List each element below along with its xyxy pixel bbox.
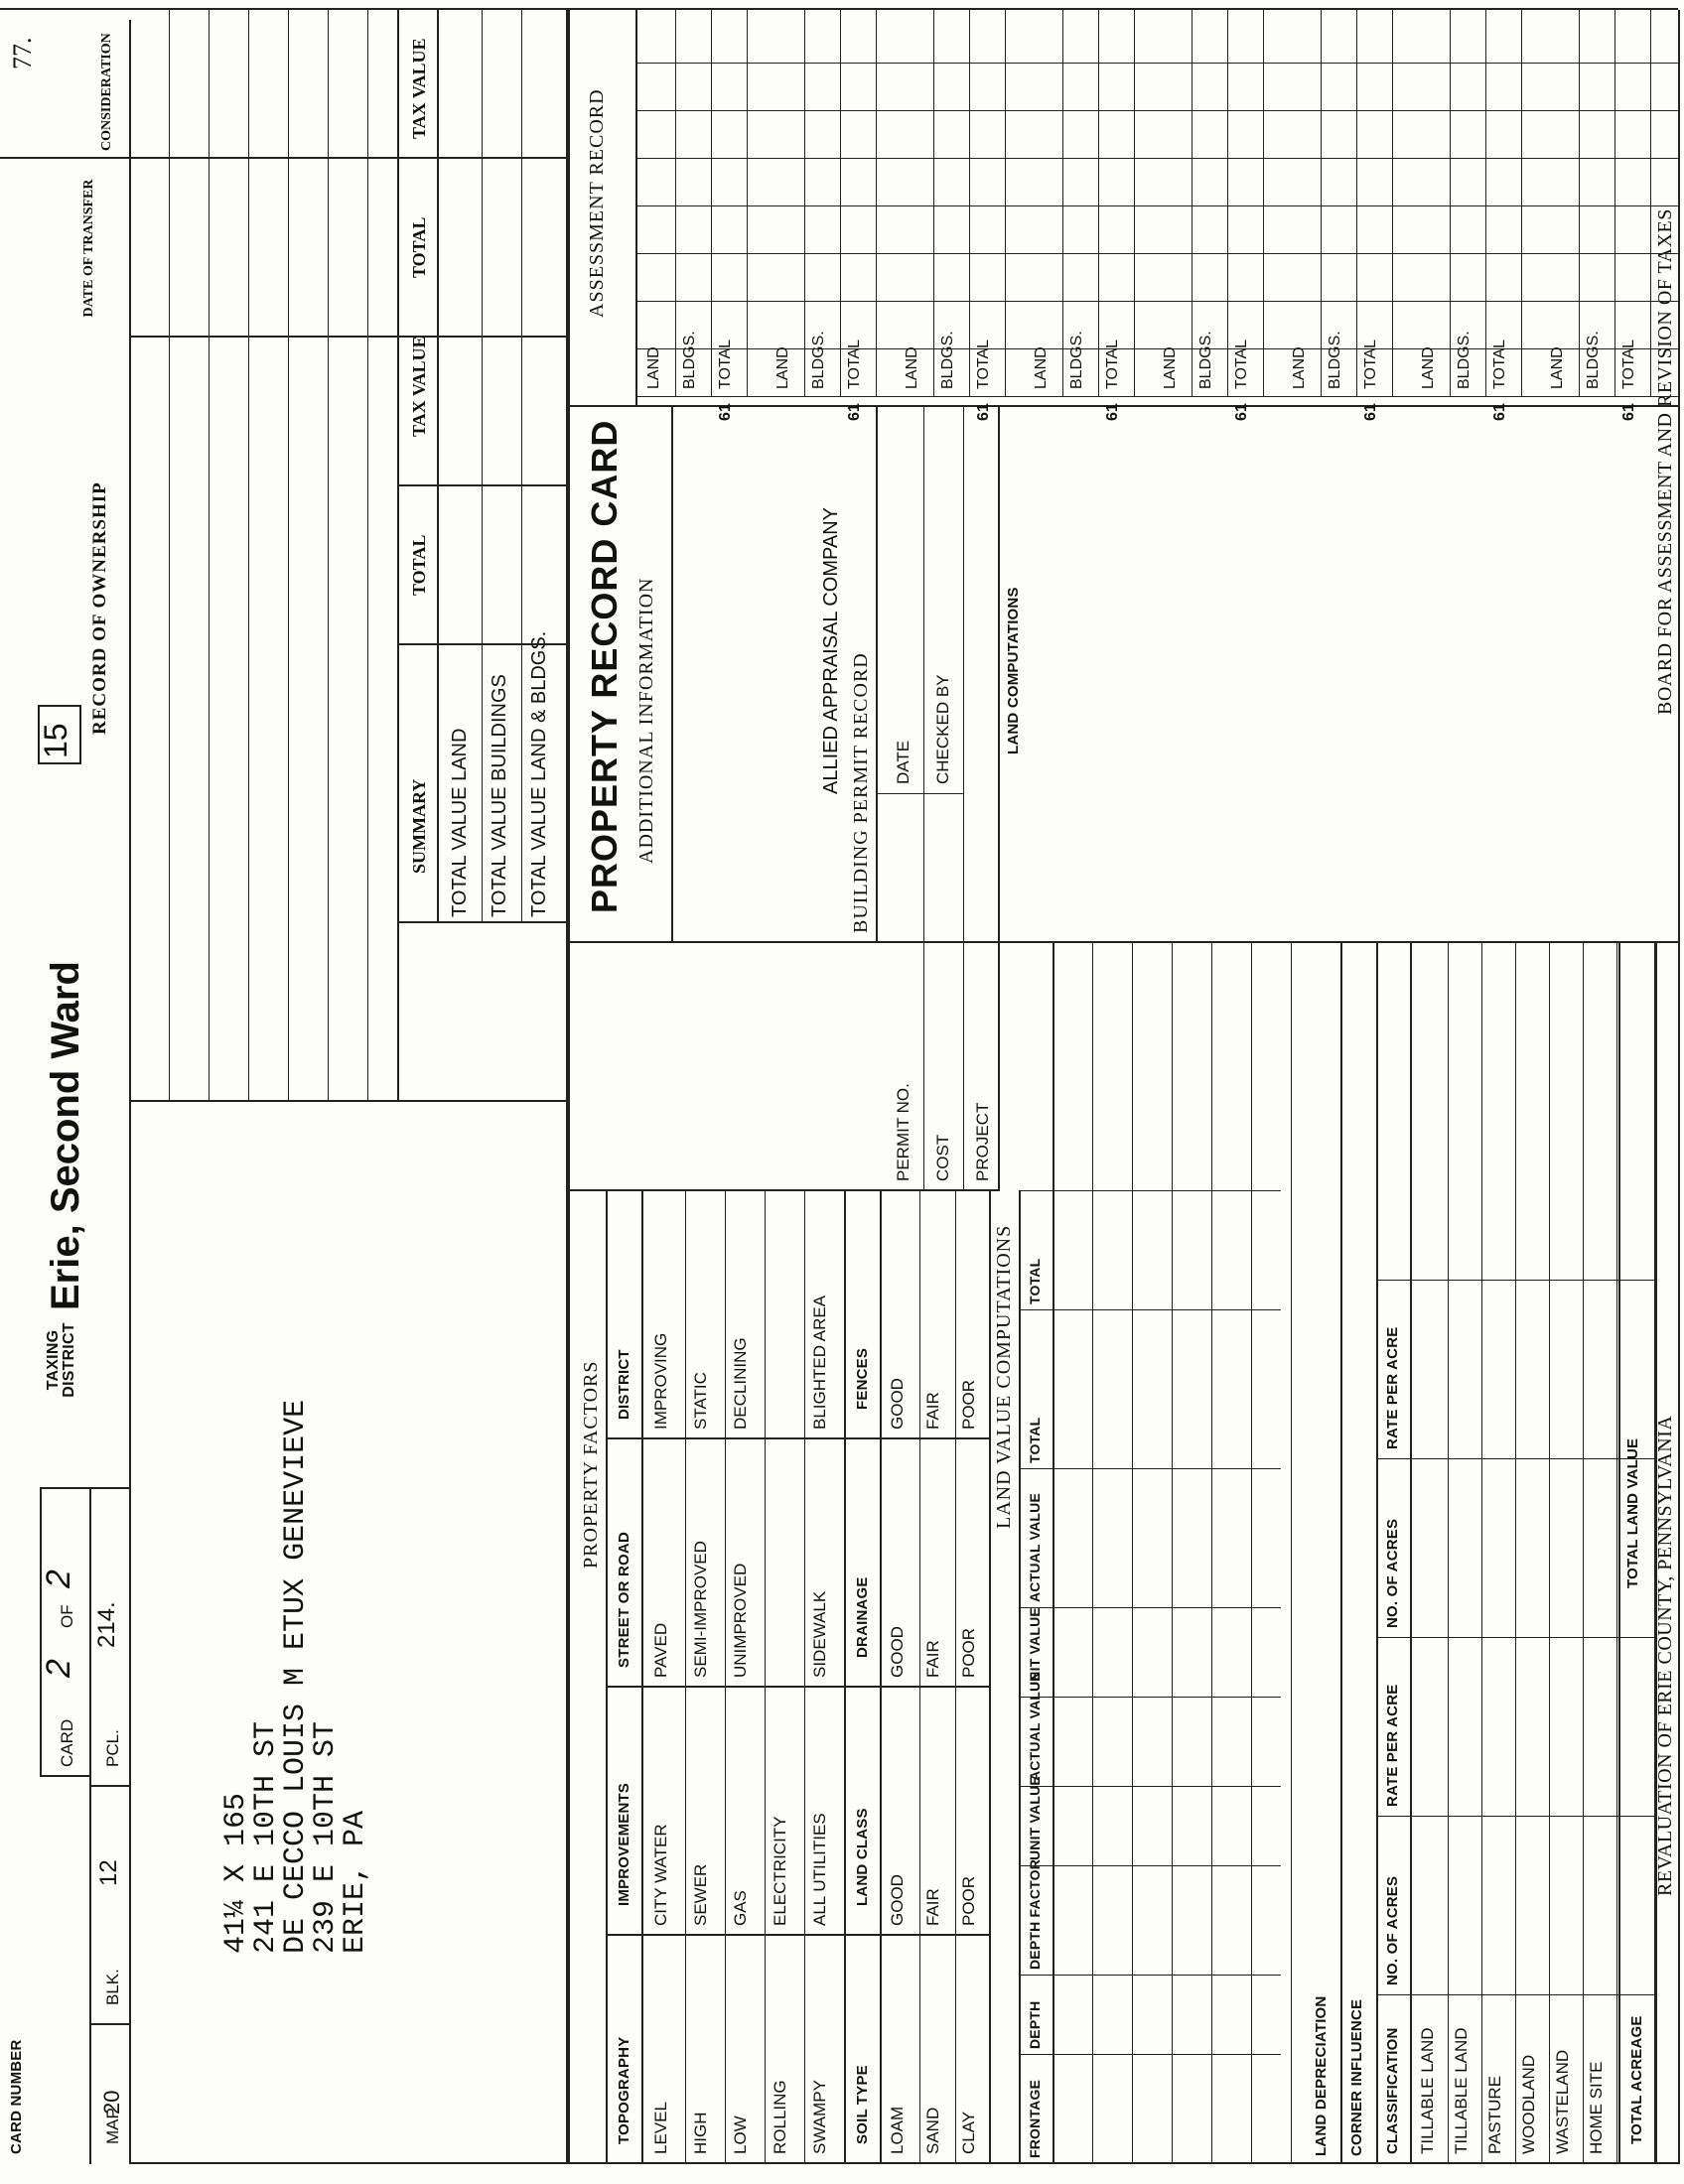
assess-bldgs-6: BLDGS. xyxy=(1456,331,1473,389)
pf-improvements-2: GAS xyxy=(731,1890,750,1926)
summary-total-header: TOTAL xyxy=(409,534,429,596)
pf-topography-0: LEVEL xyxy=(651,2102,670,2154)
assessment-title: ASSESSMENT RECORD xyxy=(586,88,608,318)
additional-info-label: ADDITIONAL INFORMATION xyxy=(635,577,657,864)
map-label: MAP xyxy=(103,2108,122,2144)
cls-rule xyxy=(1515,943,1516,2164)
date-of-transfer: DATE OF TRANSFER xyxy=(81,179,96,318)
owner-line-1: 41¼ X 165 xyxy=(219,1792,253,1954)
assess-total-2: TOTAL xyxy=(975,339,992,389)
pf-rule xyxy=(765,1191,766,2164)
header-improvements: IMPROVEMENTS xyxy=(616,1782,632,1906)
assess-bldgs-2: BLDGS. xyxy=(939,331,956,389)
assess-total-1: TOTAL xyxy=(846,339,863,389)
assess-land-3: LAND xyxy=(1033,346,1050,389)
owner-line-2: 241 E 10TH ST xyxy=(249,1720,283,1954)
assess-rule xyxy=(1650,10,1651,397)
pf-improvements-1: SEWER xyxy=(691,1863,710,1926)
header-fences: FENCES xyxy=(854,1347,871,1410)
lv-rule xyxy=(1172,943,1173,2164)
pf-district-2: DECLINING xyxy=(731,1337,750,1430)
assess-land-5: LAND xyxy=(1291,346,1308,389)
pf-soil-2: CLAY xyxy=(959,2111,978,2154)
assess-land-6: LAND xyxy=(1420,346,1437,389)
header-land-class: LAND CLASS xyxy=(854,1808,871,1906)
summary-total-header-2: TOTAL xyxy=(409,216,429,278)
permit-cost-label: COST xyxy=(933,1134,952,1181)
lv-header-2: DEPTH FACTOR xyxy=(1027,1858,1043,1970)
assess-rule xyxy=(1321,10,1322,397)
total-land-value-label: TOTAL LAND VALUE xyxy=(1624,1437,1641,1588)
assess-year-5: 61 xyxy=(1362,403,1379,421)
summary-row-land: TOTAL VALUE LAND xyxy=(449,728,471,917)
pf-street-0: PAVED xyxy=(651,1622,670,1678)
footer-left: REVALUATION OF ERIE COUNTY, PENNSYLVANIA xyxy=(1654,1415,1676,1896)
cls-rule xyxy=(1583,943,1584,2164)
assess-rule xyxy=(1356,10,1357,397)
lv-vline xyxy=(1019,1309,1281,1310)
pf-topography-3: ROLLING xyxy=(771,2080,789,2154)
assess-rule xyxy=(933,10,934,397)
assess-bldgs-0: BLDGS. xyxy=(681,331,698,389)
lv-vline xyxy=(1019,1190,1281,1191)
assess-total-6: TOTAL xyxy=(1491,339,1508,389)
assess-year-3: 61 xyxy=(1104,403,1121,421)
header-topography: TOPOGRAPHY xyxy=(616,2036,632,2144)
lv-vline xyxy=(1052,941,1654,943)
assess-rule xyxy=(1098,10,1099,397)
permit-no-label: PERMIT NO. xyxy=(894,1083,912,1181)
cls-rule xyxy=(1616,943,1617,2164)
pf-improvements-3: ELECTRICITY xyxy=(771,1816,789,1926)
pf-improvements-4: ALL UTILITIES xyxy=(810,1813,829,1926)
total-acreage-label: TOTAL ACREAGE xyxy=(1628,2015,1645,2144)
pf-rule xyxy=(919,1191,920,2164)
pf-street-1: SEMI-IMPROVED xyxy=(691,1541,710,1678)
assess-rule xyxy=(1134,10,1135,397)
pf-district-4: BLIGHTED AREA xyxy=(810,1295,829,1430)
header-district: DISTRICT xyxy=(616,1349,632,1420)
cls-header-3: NO. OF ACRES xyxy=(1384,1518,1401,1628)
assess-rule xyxy=(711,10,712,397)
pf-rule xyxy=(804,1191,805,2164)
property-factors-title: PROPERTY FACTORS xyxy=(580,1360,602,1569)
assess-rule xyxy=(1450,10,1451,397)
summary-row-land-bldgs: TOTAL VALUE LAND & BLDGS. xyxy=(528,630,550,917)
lv-vline xyxy=(1019,1697,1281,1698)
summary-tax-value-header-2: TAX VALUE xyxy=(409,38,429,139)
pf-drainage-1: FAIR xyxy=(923,1640,942,1678)
assess-bldgs-7: BLDGS. xyxy=(1585,331,1602,389)
lv-header-0: FRONTAGE xyxy=(1027,2079,1043,2158)
cls-row-2: PASTURE xyxy=(1485,2075,1504,2154)
lv-vline xyxy=(1019,1607,1281,1608)
cls-row-0: TILLABLE LAND xyxy=(1418,2027,1437,2154)
cls-row-5: HOME SITE xyxy=(1587,2061,1606,2154)
summary-tax-value-header: TAX VALUE xyxy=(409,336,429,437)
pf-district-0: IMPROVING xyxy=(651,1332,670,1430)
lv-header-5: UNIT VALUE xyxy=(1027,1607,1043,1692)
owner-line-4: 239 E 10TH ST xyxy=(309,1720,343,1954)
assess-rule xyxy=(1485,10,1486,397)
card-label: CARD xyxy=(58,1718,76,1767)
assess-bldgs-5: BLDGS. xyxy=(1327,331,1343,389)
assess-total-7: TOTAL xyxy=(1620,339,1637,389)
pf-street-2: UNIMPROVED xyxy=(731,1563,750,1678)
blk-label: BLK. xyxy=(103,1969,122,2005)
assess-land-0: LAND xyxy=(645,346,662,389)
lv-rule xyxy=(1092,943,1093,2164)
lv-header-3: UNIT VALUE xyxy=(1027,1776,1043,1860)
consideration: CONSIDERATION xyxy=(99,33,114,151)
lv-header-7: TOTAL xyxy=(1027,1417,1043,1463)
card-number-label: CARD NUMBER xyxy=(8,2039,25,2154)
cls-rule xyxy=(1549,943,1550,2164)
pf-land_class-1: FAIR xyxy=(923,1888,942,1926)
pf-fences-0: GOOD xyxy=(888,1378,907,1430)
assess-rule xyxy=(1005,10,1006,397)
cls-header-1: NO. OF ACRES xyxy=(1384,1875,1401,1985)
assess-rule xyxy=(675,10,676,397)
lv-header-1: DEPTH xyxy=(1027,2000,1043,2049)
land-depreciation-label: LAND DEPRECIATION xyxy=(1313,1995,1330,2156)
assess-rule xyxy=(1227,10,1228,397)
cls-row-3: WOODLAND xyxy=(1519,2054,1538,2154)
building-permit-title: BUILDING PERMIT RECORD xyxy=(850,652,872,933)
assess-land-4: LAND xyxy=(1162,346,1179,389)
appraisal-company: ALLIED APPRAISAL COMPANY xyxy=(820,507,842,794)
assess-total-4: TOTAL xyxy=(1233,339,1250,389)
map-value: 20 xyxy=(99,2090,124,2115)
cls-row-4: WASTELAND xyxy=(1553,2049,1572,2154)
assess-land-1: LAND xyxy=(774,346,791,389)
assess-rule xyxy=(747,10,748,397)
header-soil: SOIL TYPE xyxy=(854,2065,871,2144)
assess-rule xyxy=(1062,10,1063,397)
taxing-district-value: Erie, Second Ward xyxy=(44,961,87,1310)
pf-vline xyxy=(844,1437,989,1439)
corner-influence-label: CORNER INFLUENCE xyxy=(1348,1998,1365,2156)
page-number: 77. xyxy=(8,37,37,69)
pf-drainage-0: GOOD xyxy=(888,1626,907,1678)
of-value: 2 xyxy=(40,1570,77,1588)
cls-rule xyxy=(1481,943,1482,2164)
cls-rule xyxy=(1448,943,1449,2164)
assess-rule xyxy=(1392,10,1393,397)
pf-improvements-0: CITY WATER xyxy=(651,1824,670,1926)
lv-vline xyxy=(1019,1865,1281,1866)
lv-header-4: ACTUAL VALUE xyxy=(1027,1672,1043,1781)
assess-rule xyxy=(1579,10,1580,397)
cls-row-1: TILLABLE LAND xyxy=(1452,2027,1471,2154)
lv-vline xyxy=(1019,1975,1281,1976)
assess-rule xyxy=(804,10,805,397)
taxing-district-label: TAXING DISTRICT xyxy=(45,1322,77,1398)
cls-header-2: RATE PER ACRE xyxy=(1384,1684,1401,1807)
pf-land_class-0: GOOD xyxy=(888,1874,907,1926)
lv-vline xyxy=(1019,1786,1281,1787)
ownership-title: RECORD OF OWNERSHIP xyxy=(89,481,110,735)
permit-checked-by-label: CHECKED BY xyxy=(933,674,952,784)
pf-vline xyxy=(844,1686,989,1688)
blk-value: 12 xyxy=(95,1859,122,1886)
cls-header-4: RATE PER ACRE xyxy=(1384,1326,1401,1449)
lv-rule xyxy=(1291,943,1292,2164)
assess-rule xyxy=(1521,10,1522,397)
assess-bldgs-1: BLDGS. xyxy=(810,331,827,389)
assess-year-6: 61 xyxy=(1491,403,1508,421)
assess-year-4: 61 xyxy=(1233,403,1250,421)
boxed-number: 15 xyxy=(38,723,73,758)
pf-topography-2: LOW xyxy=(731,2116,750,2154)
assess-rule xyxy=(1192,10,1193,397)
lv-vline xyxy=(1019,1468,1281,1469)
permit-project-label: PROJECT xyxy=(973,1102,992,1181)
pf-vline xyxy=(844,1934,989,1936)
assess-total-3: TOTAL xyxy=(1104,339,1121,389)
footer-right: BOARD FOR ASSESSMENT AND REVISION OF TAXES xyxy=(1654,208,1676,715)
assess-total-0: TOTAL xyxy=(717,339,734,389)
land-computations-label: LAND COMPUTATIONS xyxy=(1005,587,1022,754)
lv-header-8: TOTAL xyxy=(1027,1258,1043,1304)
lv-rule xyxy=(1251,943,1252,2164)
lv-header-6: ACTUAL VALUE xyxy=(1027,1493,1043,1602)
pf-soil-0: LOAM xyxy=(888,2106,907,2154)
pf-topography-4: SWAMPY xyxy=(810,2080,829,2154)
cls-header-0: CLASSIFICATION xyxy=(1384,2027,1401,2154)
land-value-title: LAND VALUE COMPUTATIONS xyxy=(993,1224,1015,1529)
assess-land-2: LAND xyxy=(904,346,920,389)
assess-rule xyxy=(969,10,970,397)
owner-line-3: DE CECCO LOUIS M ETUX GENEVIEVE xyxy=(279,1399,313,1954)
of-label: OF xyxy=(58,1604,76,1628)
pf-street-4: SIDEWALK xyxy=(810,1590,829,1678)
assess-year-2: 61 xyxy=(975,403,992,421)
assess-year-7: 61 xyxy=(1620,403,1637,421)
pf-rule xyxy=(685,1191,686,2164)
assess-bldgs-4: BLDGS. xyxy=(1197,331,1214,389)
owner-line-5: ERIE, PA xyxy=(339,1810,372,1954)
pf-soil-1: SAND xyxy=(923,2107,942,2154)
assess-total-5: TOTAL xyxy=(1362,339,1379,389)
lv-rule xyxy=(1211,943,1212,2164)
assess-bldgs-3: BLDGS. xyxy=(1068,331,1085,389)
pcl-value: 214. xyxy=(93,1601,120,1648)
header-street: STREET OR ROAD xyxy=(616,1532,632,1668)
pf-topography-1: HIGH xyxy=(691,2112,710,2154)
pf-land_class-2: POOR xyxy=(959,1875,978,1926)
pf-fences-2: POOR xyxy=(959,1379,978,1430)
pf-rule xyxy=(725,1191,726,2164)
assess-rule xyxy=(1263,10,1264,397)
pf-rule xyxy=(955,1191,956,2164)
pf-drainage-2: POOR xyxy=(959,1627,978,1678)
assess-rule xyxy=(876,10,877,397)
header-drainage: DRAINAGE xyxy=(854,1576,871,1658)
assess-rule xyxy=(1614,10,1615,397)
permit-date-label: DATE xyxy=(894,740,912,784)
assess-rule xyxy=(840,10,841,397)
pf-fences-1: FAIR xyxy=(923,1392,942,1430)
assess-year-0: 61 xyxy=(717,403,734,421)
lv-rule xyxy=(1132,943,1133,2164)
card-value: 2 xyxy=(40,1659,77,1678)
card-title: PROPERTY RECORD CARD xyxy=(584,419,625,913)
lv-vline xyxy=(1019,2054,1281,2055)
lv-vline xyxy=(1019,2163,1281,2164)
assess-land-7: LAND xyxy=(1549,346,1566,389)
pcl-label: PCL. xyxy=(103,1729,122,1767)
summary-row-buildings: TOTAL VALUE BUILDINGS xyxy=(489,674,510,917)
pf-district-1: STATIC xyxy=(691,1372,710,1430)
assess-year-1: 61 xyxy=(846,403,863,421)
summary-title: SUMMARY xyxy=(409,778,429,874)
